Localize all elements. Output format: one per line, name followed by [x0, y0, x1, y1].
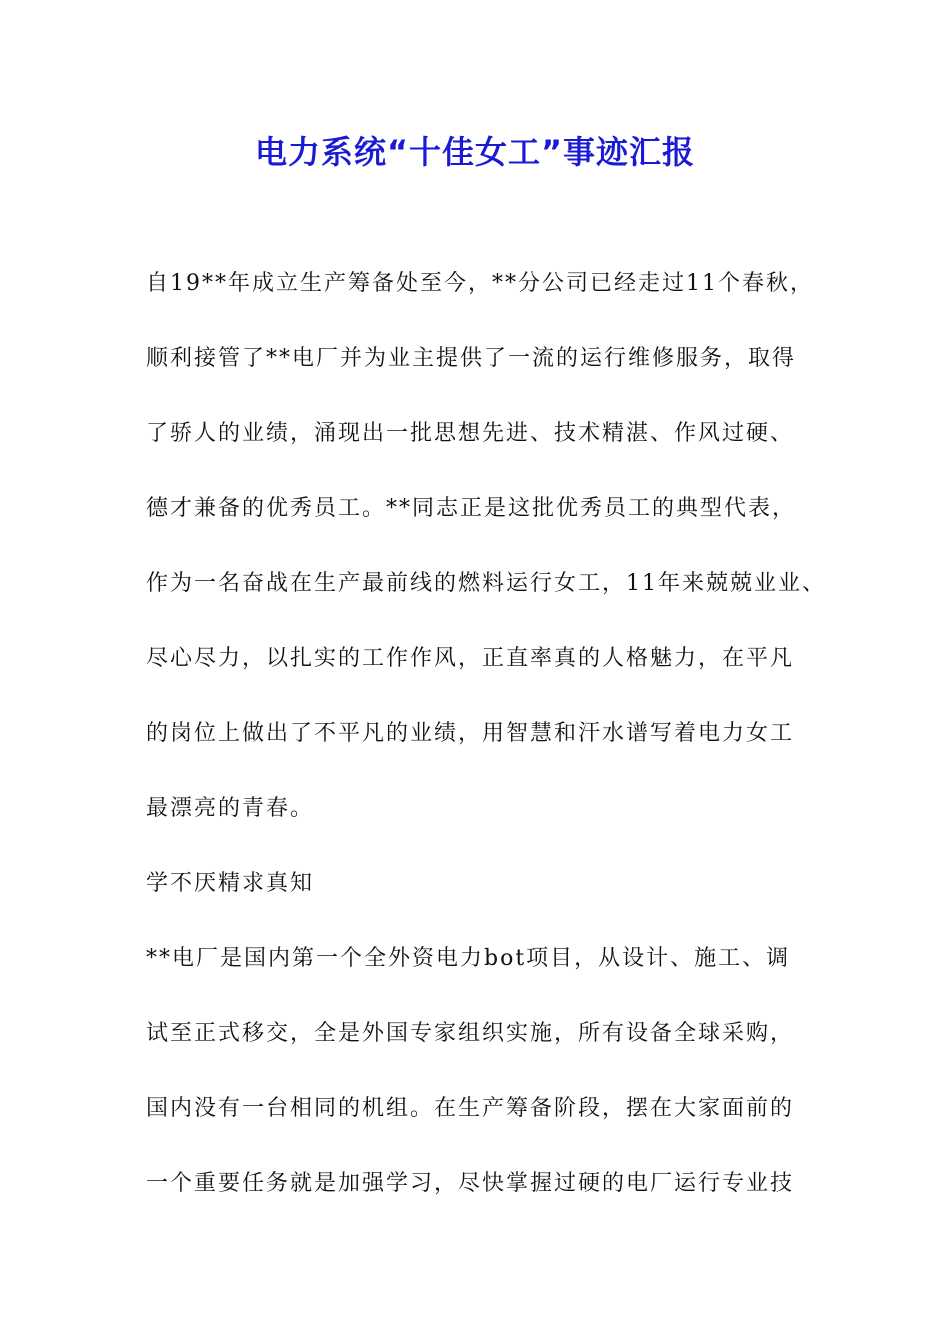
paragraph-line: 作为一名奋战在生产最前线的燃料运行女工，11年来兢兢业业、	[146, 571, 826, 596]
paragraph-line: 了骄人的业绩，涌现出一批思想先进、技术精湛、作风过硬、	[146, 421, 795, 446]
paragraph-line: 试至正式移交，全是外国专家组织实施，所有设备全球采购，	[146, 1021, 795, 1046]
document-title: 电力系统“十佳女工”事迹汇报	[254, 133, 696, 171]
paragraph-line: 自19**年成立生产筹备处至今，**分公司已经走过11个春秋，	[146, 271, 814, 296]
paragraph-line: 国内没有一台相同的机组。在生产筹备阶段，摆在大家面前的	[146, 1096, 795, 1121]
paragraph-line: 最漂亮的青春。	[146, 796, 315, 821]
paragraph-line: **电厂是国内第一个全外资电力bot项目，从设计、施工、调	[146, 946, 791, 971]
section-heading: 学不厌精求真知	[146, 871, 315, 896]
paragraph-line: 一个重要任务就是加强学习，尽快掌握过硬的电厂运行专业技	[146, 1171, 795, 1196]
paragraph-line: 顺利接管了**电厂并为业主提供了一流的运行维修服务，取得	[146, 346, 797, 371]
paragraph-line: 德才兼备的优秀员工。**同志正是这批优秀员工的典型代表，	[146, 496, 797, 521]
paragraph-line: 尽心尽力，以扎实的工作作风，正直率真的人格魅力，在平凡	[146, 646, 795, 671]
paragraph-line: 的岗位上做出了不平凡的业绩，用智慧和汗水谱写着电力女工	[146, 721, 795, 746]
